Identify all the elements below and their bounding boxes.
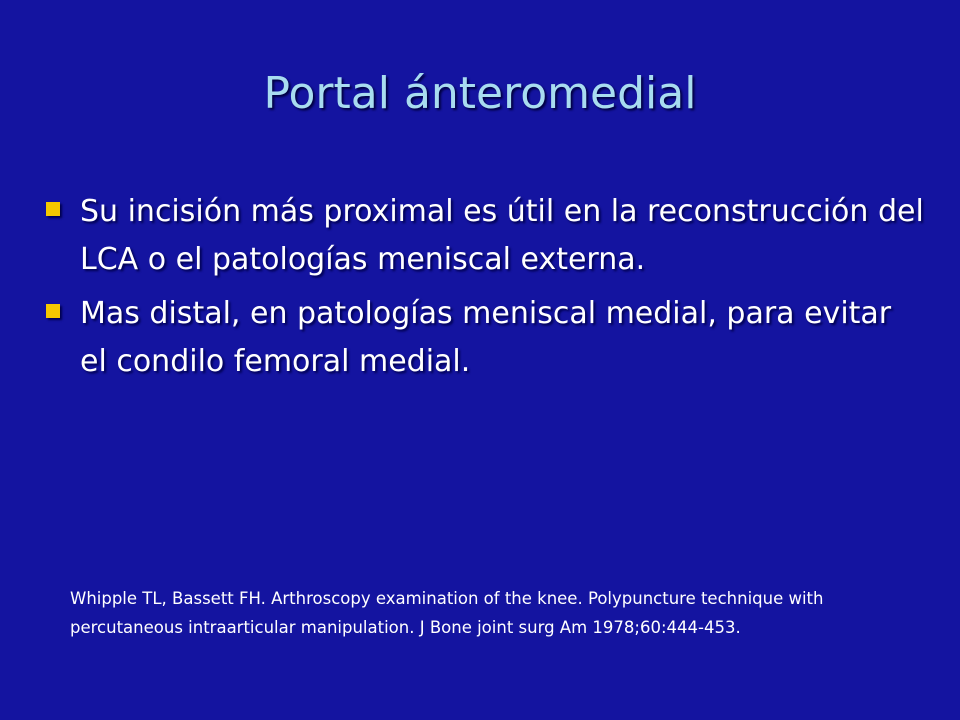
- bullet-item: [44, 290, 924, 386]
- bullet-list: [44, 188, 924, 392]
- bullet-item: [44, 188, 924, 284]
- square-bullet-icon: [46, 304, 60, 318]
- bullet-text: Mas distal, en patologías meniscal medial, para evitar el condilo femoral medial.: [80, 296, 892, 379]
- citation: Whipple TL, Bassett FH. Arthroscopy examination of the knee. Polypuncture technique with percutaneous intraarticular manipulation. J Bone joint surg Am 1978;60:444-453.: [70, 589, 824, 637]
- bullet-text: Su incisión más proximal es útil en la reconstrucción del LCA o el patologías meniscal externa.: [80, 194, 924, 277]
- square-bullet-icon: [46, 202, 60, 216]
- slide-title: Portal ánteromedial: [263, 68, 697, 119]
